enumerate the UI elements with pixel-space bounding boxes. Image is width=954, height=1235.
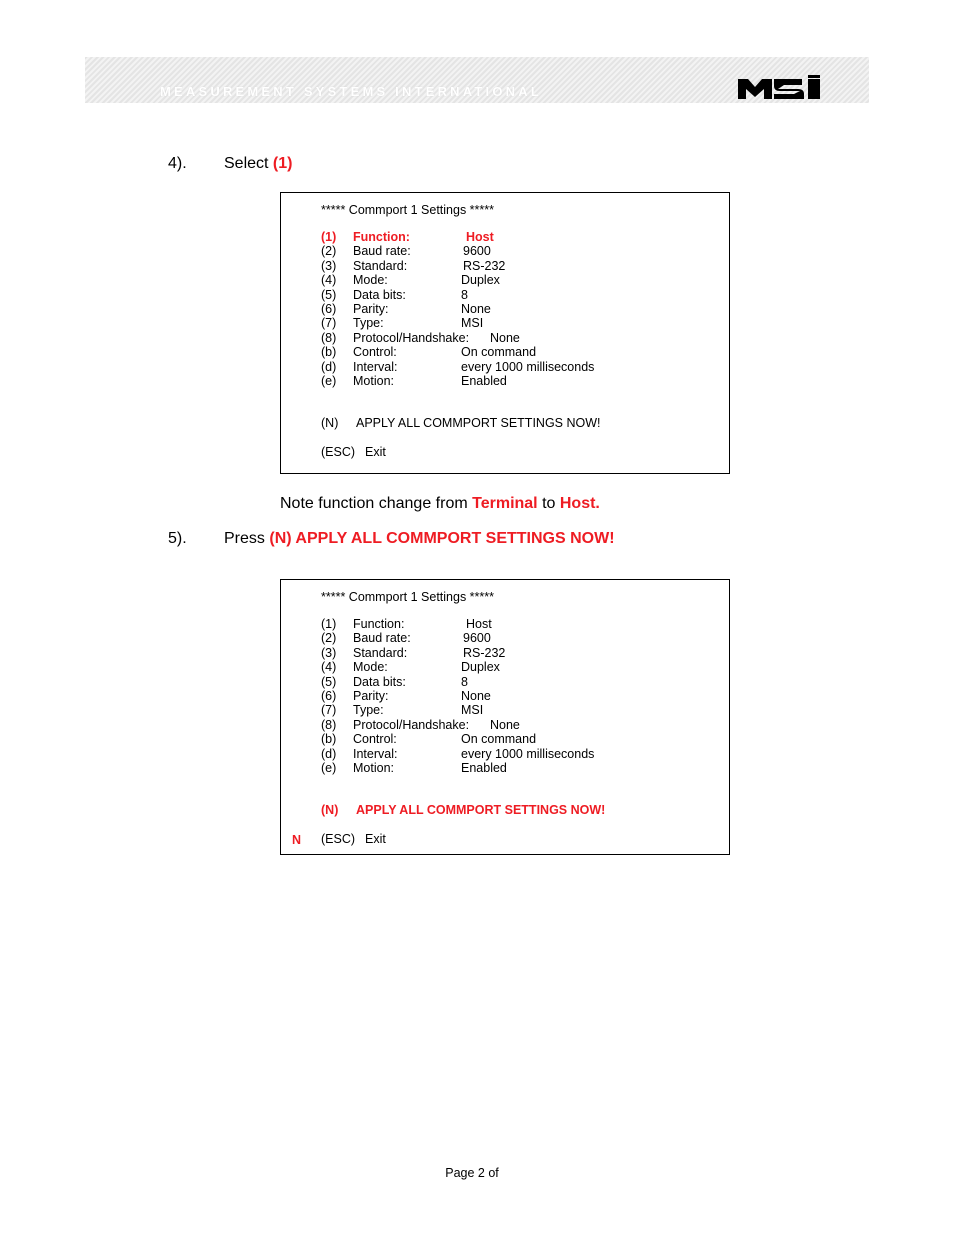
setting-name: Motion:	[353, 761, 394, 775]
apply-label: APPLY ALL COMMPORT SETTINGS NOW!	[356, 415, 601, 430]
step-4-number: 4).	[168, 155, 187, 172]
setting-value: Duplex	[461, 660, 500, 675]
setting-key: (4)	[321, 660, 337, 675]
company-name: MEASUREMENT SYSTEMS INTERNATIONAL	[160, 84, 542, 99]
apply-label: APPLY ALL COMMPORT SETTINGS NOW!	[356, 802, 606, 817]
setting-key: (3)	[321, 645, 337, 660]
setting-name: Control:	[353, 345, 397, 360]
step-4-text: Select	[224, 155, 269, 172]
function-change-note	[280, 495, 600, 513]
setting-name: Function:	[353, 617, 405, 631]
note-middle: to	[542, 495, 556, 512]
setting-name: Mode:	[353, 273, 388, 288]
setting-name: Motion:	[353, 374, 394, 388]
setting-key: (3)	[321, 258, 337, 273]
setting-key: (8)	[321, 717, 337, 732]
setting-key: (1)	[321, 617, 337, 631]
setting-key: (e)	[321, 761, 337, 775]
setting-name: Parity:	[353, 689, 389, 703]
setting-value: Host	[466, 617, 492, 631]
setting-name: Parity:	[353, 302, 389, 316]
setting-name: Standard:	[353, 258, 408, 273]
setting-key: (6)	[321, 689, 337, 703]
commport-settings-screen-1	[280, 192, 730, 474]
note-prefix: Note function change from	[280, 495, 468, 512]
setting-key: (5)	[321, 674, 337, 689]
setting-value: None	[461, 302, 491, 316]
apply-key: (N)	[321, 415, 339, 430]
setting-name: Protocol/Handshake:	[353, 717, 470, 732]
step-5-number: 5).	[168, 530, 187, 547]
setting-value: 9600	[463, 631, 491, 646]
msi-logo	[738, 75, 822, 99]
setting-key: (d)	[321, 359, 337, 374]
setting-value: every 1000 milliseconds	[461, 359, 595, 374]
step-5-text: Press	[224, 530, 265, 547]
setting-name: Function:	[353, 230, 410, 244]
setting-value: Enabled	[461, 374, 507, 388]
step-5-highlight: (N) APPLY ALL COMMPORT SETTINGS NOW!	[269, 530, 615, 547]
exit-key: (ESC)	[321, 831, 356, 846]
setting-key: (d)	[321, 746, 337, 761]
setting-value: Enabled	[461, 761, 507, 775]
setting-name: Type:	[353, 703, 384, 718]
screen-title: ***** Commport 1 Settings *****	[321, 590, 494, 604]
setting-key: (4)	[321, 273, 337, 288]
setting-value: 8	[461, 287, 468, 302]
setting-key: (2)	[321, 631, 337, 646]
setting-key: (8)	[321, 330, 337, 345]
setting-key: (7)	[321, 703, 337, 718]
screen-title: ***** Commport 1 Settings *****	[321, 203, 494, 217]
header-banner	[85, 57, 869, 103]
exit-label: Exit	[365, 831, 386, 846]
setting-key: (b)	[321, 345, 337, 360]
setting-name: Interval:	[353, 359, 398, 374]
step-5-instruction	[224, 530, 615, 548]
setting-name: Data bits:	[353, 287, 406, 302]
setting-key: (7)	[321, 316, 337, 331]
setting-key: (1)	[321, 230, 337, 244]
setting-value: every 1000 milliseconds	[461, 746, 595, 761]
setting-value: None	[461, 689, 491, 703]
setting-name: Interval:	[353, 746, 398, 761]
commport-settings-screen-2	[280, 579, 730, 855]
setting-value: Duplex	[461, 273, 500, 288]
step-4-instruction	[224, 155, 292, 173]
step-4-highlight: (1)	[272, 155, 293, 172]
setting-value: On command	[461, 345, 537, 360]
note-to-value: Host.	[559, 495, 600, 512]
setting-value: 9600	[463, 244, 491, 259]
setting-value: None	[490, 330, 520, 345]
setting-name: Type:	[353, 316, 384, 331]
page-number: Page 2 of	[445, 1166, 499, 1180]
setting-name: Mode:	[353, 660, 388, 675]
setting-name: Baud rate:	[353, 244, 411, 259]
exit-key: (ESC)	[321, 444, 356, 459]
apply-key: (N)	[321, 802, 339, 817]
setting-value: None	[490, 717, 520, 732]
setting-name: Protocol/Handshake:	[353, 330, 470, 345]
setting-name: Baud rate:	[353, 631, 411, 646]
setting-value: 8	[461, 674, 468, 689]
setting-value: RS-232	[463, 645, 506, 660]
setting-key: (2)	[321, 244, 337, 259]
setting-key: (5)	[321, 287, 337, 302]
setting-value: RS-232	[463, 258, 506, 273]
typed-input: N	[292, 833, 302, 847]
note-from-value: Terminal	[472, 495, 538, 512]
setting-name: Data bits:	[353, 674, 406, 689]
setting-name: Control:	[353, 732, 397, 747]
setting-name: Standard:	[353, 645, 408, 660]
setting-key: (b)	[321, 732, 337, 747]
exit-label: Exit	[365, 444, 386, 459]
setting-key: (6)	[321, 302, 337, 316]
setting-value: MSI	[461, 703, 484, 718]
setting-value: Host	[466, 230, 494, 244]
setting-value: On command	[461, 732, 537, 747]
setting-key: (e)	[321, 374, 337, 388]
setting-value: MSI	[461, 316, 484, 331]
